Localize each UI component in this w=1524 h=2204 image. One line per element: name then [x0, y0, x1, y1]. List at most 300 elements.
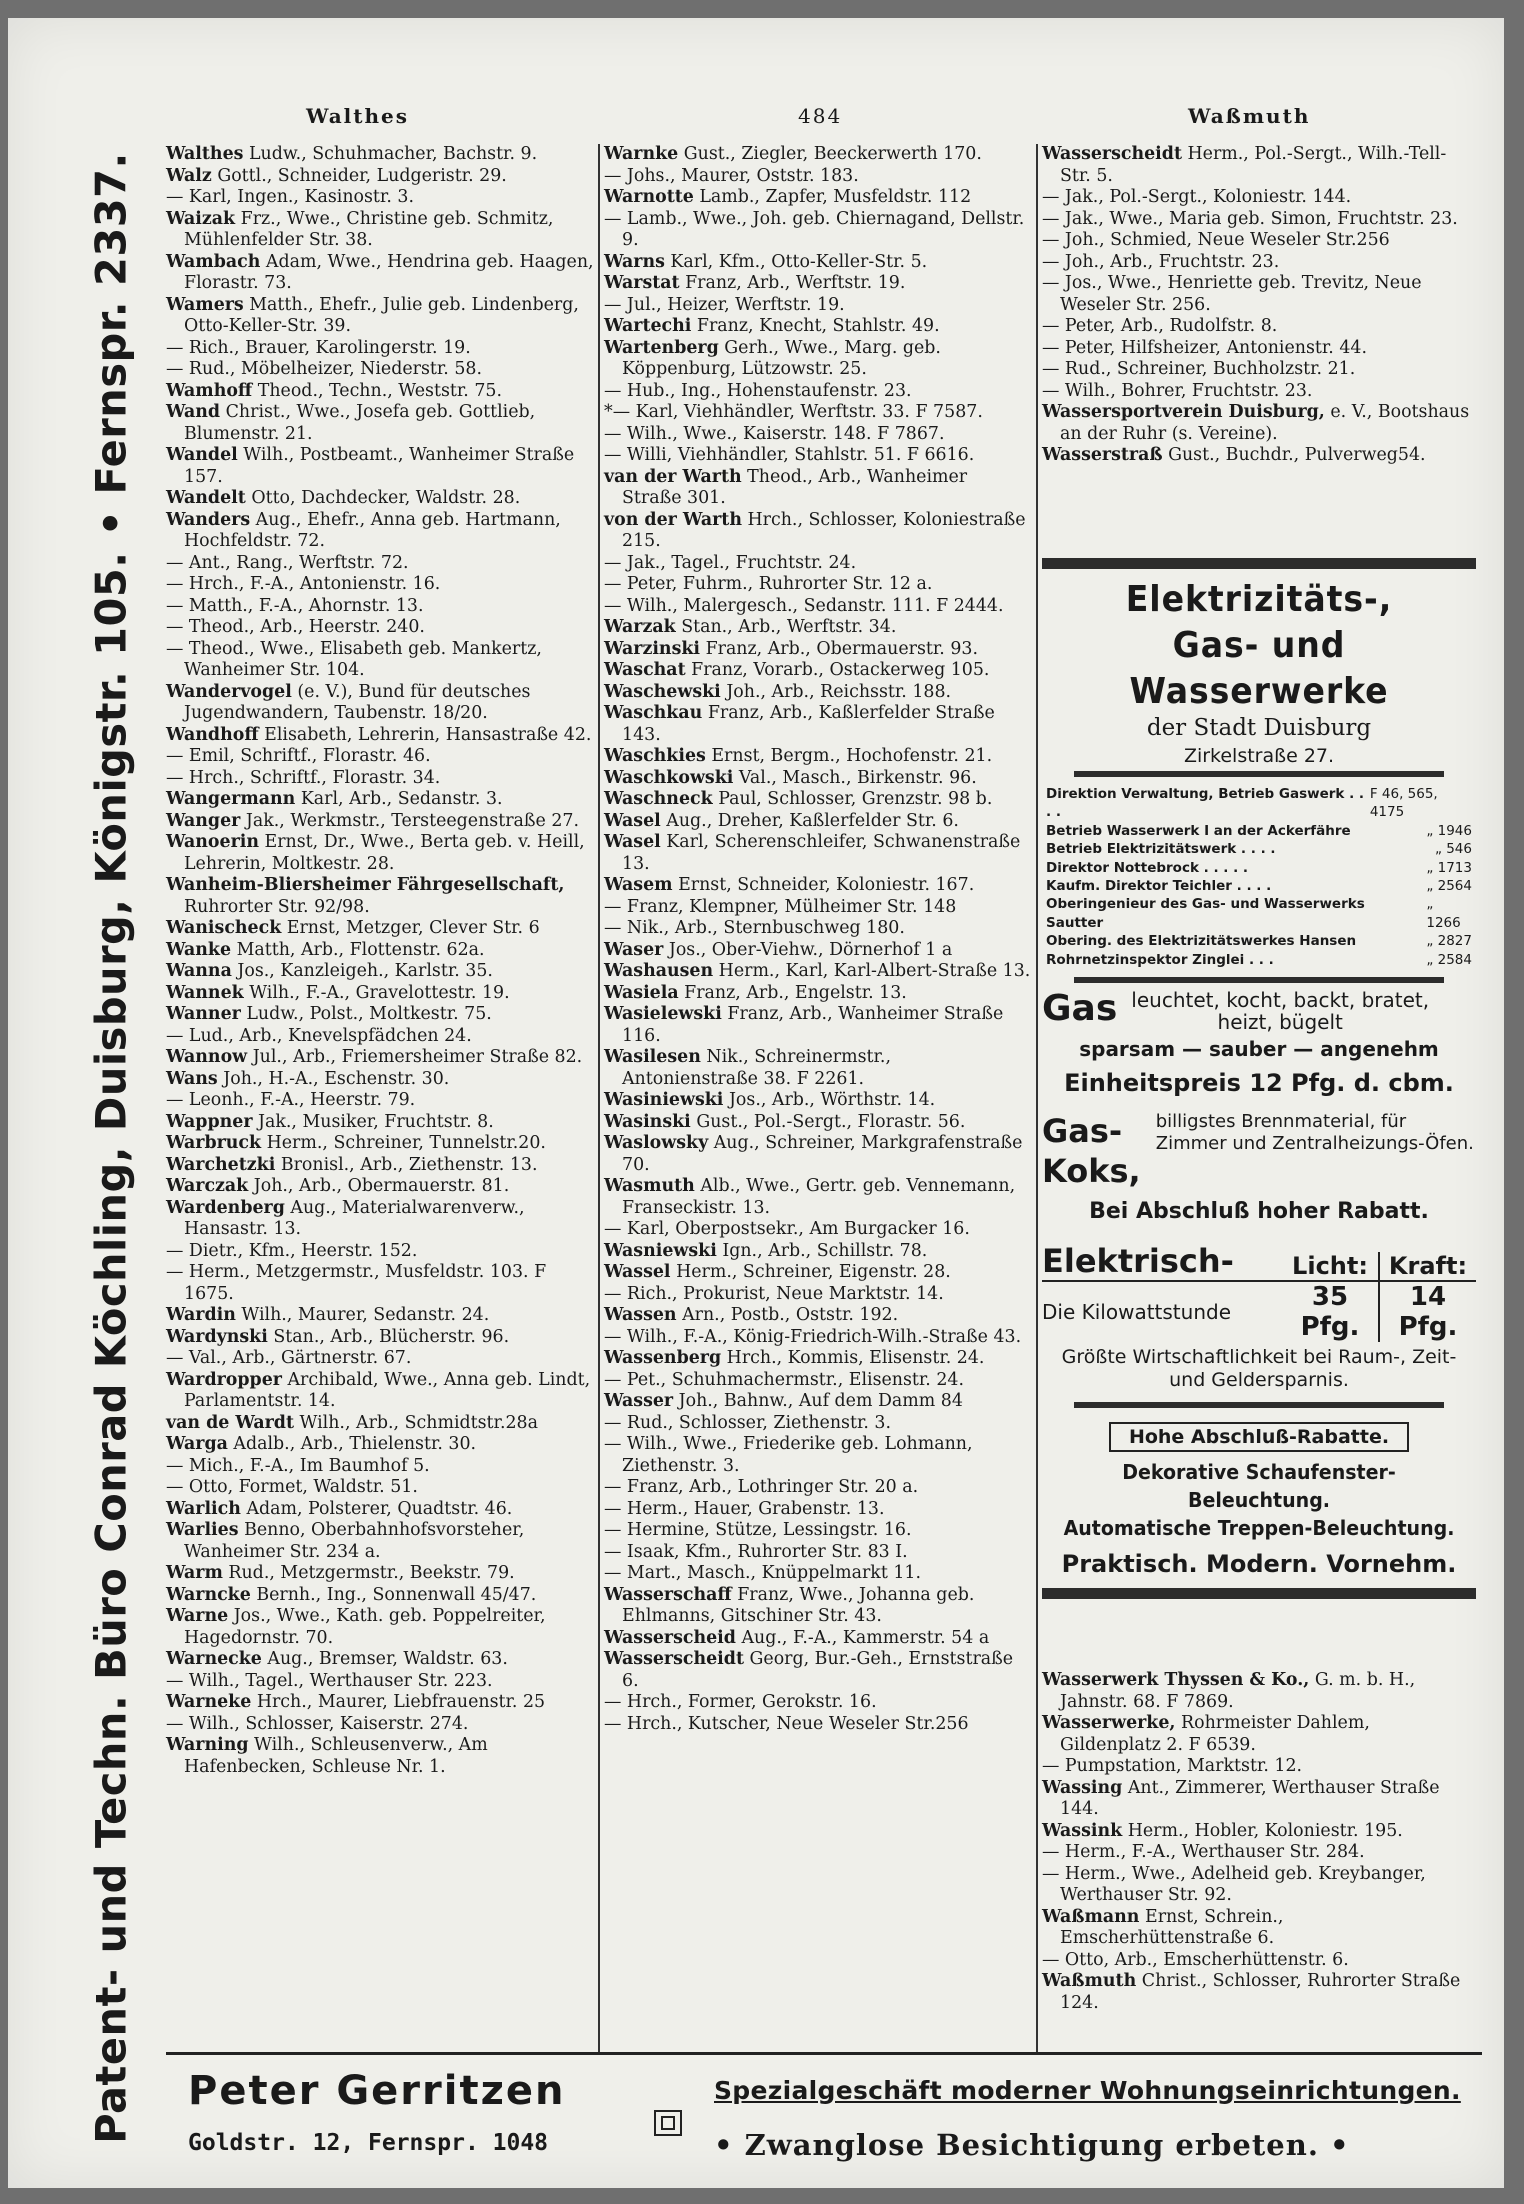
- column-divider: [1036, 144, 1038, 2052]
- directory-entry: [1042, 273, 1476, 316]
- entry-details: — Ant., Rang., Werftstr. 72.: [166, 552, 409, 573]
- directory-entry: [166, 1477, 594, 1499]
- directory-entry: [166, 1692, 594, 1714]
- directory-entry: [166, 1133, 594, 1155]
- directory-entry: [166, 768, 594, 790]
- entry-details: — Wilh., Wwe., Kaiserstr. 148. F 7867.: [604, 423, 945, 444]
- directory-entry: [166, 1262, 594, 1305]
- kwh-label: Die Kilowattstunde: [1042, 1300, 1231, 1325]
- entry-surname: Wasserstraß: [1042, 445, 1163, 465]
- entry-details: Karl, Kfm., Otto-Keller-Str. 5.: [670, 251, 928, 272]
- directory-entry: [604, 424, 1032, 446]
- entry-details: — Rud., Schlosser, Ziethenstr. 3.: [604, 1412, 891, 1433]
- entry-surname: Warga: [166, 1434, 228, 1454]
- entry-details: Joh., H.-A., Eschenstr. 30.: [223, 1068, 450, 1089]
- entry-details: Paul, Schlosser, Grenzstr. 98 b.: [718, 789, 993, 809]
- directory-entry: [604, 1262, 1032, 1284]
- entry-details: — Dietr., Kfm., Heerstr. 152.: [166, 1240, 418, 1261]
- directory-entry: [1042, 1950, 1476, 1972]
- directory-entry: [1042, 1842, 1476, 1864]
- entry-details: Theod., Techn., Weststr. 75.: [257, 380, 502, 401]
- directory-entry: [604, 1348, 1032, 1370]
- entry-details: Wilh., Postbeamt., Wanheimer Straße 157.: [184, 445, 575, 487]
- gas-line-2: heizt, bügelt: [1217, 1010, 1343, 1035]
- entry-details: Ludw., Polst., Moltkestr. 75.: [246, 1004, 492, 1024]
- entry-details: — Franz, Arb., Lothringer Str. 20 a.: [604, 1477, 919, 1497]
- directory-entry: [604, 1434, 1032, 1477]
- directory-entry: [604, 1477, 1032, 1499]
- entry-details: Nik., Schreinermstr., Antonienstraße 38. F 2261.: [622, 1047, 891, 1089]
- entry-details: Adam, Wwe., Hendrina geb. Haagen, Florastr. 73.: [184, 251, 594, 293]
- directory-entry: [1042, 209, 1476, 231]
- directory-entry: [166, 252, 594, 295]
- directory-entry: [604, 1112, 1032, 1134]
- entry-surname: Wasserschaff: [604, 1584, 732, 1605]
- entry-details: Wilh., F.-A., Gravelottestr. 19.: [249, 982, 510, 1003]
- phone-table: [1046, 785, 1472, 969]
- directory-entry: [604, 617, 1032, 639]
- directory-entry: [166, 553, 594, 575]
- entry-surname: Waßmuth: [1042, 1971, 1137, 1991]
- entry-details: — Willi, Viehhändler, Stahlstr. 51. F 6616.: [604, 445, 975, 465]
- entry-surname: Washausen: [604, 961, 714, 981]
- directory-entry: [166, 144, 594, 166]
- directory-entry: [166, 1090, 594, 1112]
- directory-entry: [1042, 316, 1476, 338]
- entry-surname: Wasel: [604, 832, 661, 852]
- directory-entry: [166, 789, 594, 811]
- entry-surname: Wasserscheidt: [604, 1649, 744, 1669]
- entry-details: Herm., Karl, Karl-Albert-Straße 13.: [718, 961, 1031, 981]
- directory-entry: [604, 596, 1032, 618]
- directory-entry: [166, 1671, 594, 1693]
- entry-surname: Waschkies: [604, 746, 706, 766]
- entry-surname: Waßmann: [1042, 1906, 1140, 1927]
- directory-entry: [1042, 381, 1476, 403]
- entry-details: — Herm., Wwe., Adelheid geb. Kreybanger, Werthauser Str. 92.: [1042, 1863, 1426, 1905]
- directory-entry: [604, 1370, 1032, 1392]
- divider-bar: [1074, 977, 1444, 983]
- entry-details: — Nik., Arb., Sternbuschweg 180.: [604, 918, 905, 938]
- directory-entry: [1042, 1864, 1476, 1907]
- directory-entry: [1042, 1778, 1476, 1821]
- entry-details: Jos., Arb., Wörthstr. 14.: [728, 1090, 936, 1110]
- directory-entry: [604, 639, 1032, 661]
- directory-entry: [166, 746, 594, 768]
- entry-details: Jos., Wwe., Kath. geb. Poppelreiter, Hagedornstr. 70.: [184, 1606, 546, 1648]
- directory-entry: [604, 1176, 1032, 1219]
- directory-entry: [604, 811, 1032, 833]
- directory-entry: [604, 1585, 1032, 1628]
- licht-price: 35 Pfg.: [1282, 1282, 1380, 1342]
- entry-surname: Waschkowski: [604, 767, 734, 788]
- entry-surname: Wasilesen: [604, 1047, 701, 1067]
- entry-details: Bronisl., Arb., Ziethenstr. 13.: [280, 1154, 538, 1175]
- entry-details: Ludw., Schuhmacher, Bachstr. 9.: [248, 144, 538, 164]
- directory-entry: [604, 381, 1032, 403]
- entry-surname: Wanischeck: [166, 918, 282, 938]
- directory-entry: [604, 467, 1032, 510]
- directory-entry: [166, 1413, 594, 1435]
- directory-entry: [1042, 187, 1476, 209]
- rabatt-box: Hohe Abschluß-Rabatte.: [1109, 1422, 1409, 1452]
- directory-entry: [166, 1456, 594, 1478]
- entry-details: Ant., Zimmerer, Werthauser Straße 144.: [1060, 1777, 1440, 1819]
- entry-details: — Hub., Ing., Hohenstaufenstr. 23.: [604, 380, 912, 401]
- directory-entry: [604, 1520, 1032, 1542]
- entry-surname: Wamers: [166, 294, 244, 315]
- entry-details: — Joh., Schmied, Neue Weseler Str.256: [1042, 230, 1390, 250]
- directory-entry: [166, 1499, 594, 1521]
- directory-entry: [604, 1133, 1032, 1176]
- entry-surname: Warncke: [166, 1584, 251, 1605]
- directory-entry: [166, 1069, 594, 1091]
- entry-details: Herm., Schreiner, Eigenstr. 28.: [676, 1262, 951, 1282]
- directory-entry: [604, 1542, 1032, 1564]
- directory-column-2: [604, 144, 1032, 1735]
- elek-text: Größte Wirtschaftlichkeit bei Raum-, Zeit- und Geldersparnis.: [1061, 1346, 1457, 1392]
- entry-details: — Johs., Maurer, Oststr. 183.: [604, 165, 859, 186]
- entry-surname: Warlich: [166, 1498, 241, 1519]
- entry-details: Wilh., Schleusenverw., Am Hafenbecken, Schleuse Nr. 1.: [184, 1735, 488, 1777]
- entry-details: — Peter, Fuhrm., Ruhrorter Str. 12 a.: [604, 574, 933, 594]
- directory-entry: [604, 252, 1032, 274]
- directory-column-3-top: [1042, 144, 1476, 467]
- kraft-label: Kraft:: [1380, 1252, 1476, 1282]
- directory-entry: [1042, 252, 1476, 274]
- page-number: 484: [798, 104, 843, 128]
- koks-word: Gas-Koks,: [1042, 1112, 1141, 1191]
- directory-entry: [604, 832, 1032, 875]
- entry-surname: Wasser: [604, 1391, 674, 1411]
- directory-entry: [166, 1370, 594, 1413]
- directory-entry: [604, 1090, 1032, 1112]
- entry-surname: van der Warth: [604, 466, 742, 487]
- entry-surname: Wassel: [604, 1262, 671, 1282]
- entry-details: Gust., Ziegler, Beeckerwerth 170.: [683, 144, 982, 164]
- directory-entry: [166, 1241, 594, 1263]
- entry-surname: Wassenberg: [604, 1348, 722, 1368]
- entry-details: Rud., Metzgermstr., Beekstr. 79.: [228, 1563, 515, 1583]
- directory-entry: [166, 1563, 594, 1585]
- directory-entry: [604, 789, 1032, 811]
- entry-details: — Wilh., Tagel., Werthauser Str. 223.: [166, 1670, 493, 1691]
- entry-surname: Wandel: [166, 445, 238, 465]
- entry-surname: Wanger: [166, 810, 241, 831]
- deco-line-2: Automatische Treppen-Beleuchtung.: [1063, 1516, 1455, 1541]
- entry-surname: Wardynski: [166, 1326, 268, 1347]
- gas-line-1: leuchtet, kocht, backt, bratet,: [1131, 988, 1430, 1013]
- entry-details: Alb., Wwe., Gertr. geb. Vennemann, Franseckistr. 13.: [622, 1176, 1016, 1218]
- entry-details: Wilh., Maurer, Sedanstr. 24.: [241, 1305, 490, 1325]
- entry-details: — Otto, Arb., Emscherhüttenstr. 6.: [1042, 1949, 1349, 1970]
- entry-details: Val., Masch., Birkenstr. 96.: [738, 767, 977, 788]
- entry-surname: Wasserwerke,: [1042, 1713, 1176, 1733]
- directory-entry: [166, 1198, 594, 1241]
- directory-entry: [604, 144, 1032, 166]
- kwh-row: [1042, 1282, 1476, 1342]
- entry-details: G. m. b. H., Jahnstr. 68. F 7869.: [1060, 1670, 1416, 1712]
- entry-details: Franz, Arb., Obermauerstr. 93.: [705, 638, 979, 659]
- directory-entry: [166, 682, 594, 725]
- directory-entry: [166, 1649, 594, 1671]
- entry-surname: Wappner: [166, 1111, 253, 1132]
- entry-surname: Wanders: [166, 509, 251, 530]
- gas-price: Einheitspreis 12 Pfg. d. cbm.: [1064, 1069, 1454, 1098]
- header-left-keyword: Walthes: [306, 104, 410, 128]
- entry-surname: Wartenberg: [604, 337, 719, 358]
- directory-entry: [604, 983, 1032, 1005]
- entry-details: Frz., Wwe., Christine geb. Schmitz, Mühlenfelder Str. 38.: [184, 208, 554, 250]
- entry-surname: Warczak: [166, 1176, 249, 1196]
- entry-details: — Karl, Ingen., Kasinostr. 3.: [166, 187, 414, 207]
- directory-entry: [604, 273, 1032, 295]
- directory-entry: [166, 725, 594, 747]
- entry-surname: Wardin: [166, 1305, 236, 1325]
- advertiser-slogan-1: Spezialgeschäft moderner Wohnungseinrichtungen.: [714, 2076, 1461, 2105]
- entry-details: Hrch., Maurer, Liebfrauenstr. 25: [256, 1692, 546, 1712]
- directory-entry: [604, 682, 1032, 704]
- directory-entry: [604, 1241, 1032, 1263]
- entry-details: — Peter, Arb., Rudolfstr. 8.: [1042, 316, 1278, 336]
- entry-details: Georg, Bur.-Geh., Ernststraße 6.: [622, 1649, 1014, 1691]
- entry-surname: Warnke: [604, 144, 679, 164]
- directory-entry: [604, 445, 1032, 467]
- directory-entry: [1042, 402, 1476, 445]
- bottom-rule: [166, 2052, 1482, 2055]
- entry-details: Aug., F.-A., Kammerstr. 54 a: [741, 1627, 990, 1648]
- entry-surname: Wardropper: [166, 1369, 282, 1390]
- entry-details: Karl, Arb., Sedanstr. 3.: [300, 789, 503, 809]
- directory-entry: [166, 832, 594, 875]
- ad-title-2: Gas- und Wasserwerke: [1129, 625, 1389, 712]
- entry-details: Franz, Arb., Wanheimer Straße 116.: [622, 1004, 1004, 1046]
- entry-surname: Wanke: [166, 939, 232, 960]
- entry-details: — Franz, Klempner, Mülheimer Str. 148: [604, 896, 957, 917]
- directory-entry: [604, 1219, 1032, 1241]
- entry-surname: Wambach: [166, 251, 261, 272]
- entry-details: Herm., Schreiner, Tunnelstr.20.: [266, 1133, 546, 1153]
- entry-surname: Warns: [604, 251, 665, 272]
- entry-details: Jak., Werkmstr., Tersteegenstraße 27.: [245, 810, 579, 831]
- entry-details: — Isaak, Kfm., Ruhrorter Str. 83 I.: [604, 1541, 908, 1562]
- entry-surname: Warstat: [604, 273, 680, 293]
- entry-details: (e. V.), Bund für deutsches Jugendwandern, Taubenstr. 18/20.: [184, 681, 531, 723]
- entry-details: Herm., Pol.-Sergt., Wilh.-Tell-Str. 5.: [1060, 144, 1447, 186]
- entry-surname: Wand: [166, 402, 221, 422]
- utility-advertisement: [1042, 558, 1476, 1620]
- directory-entry: [604, 402, 1032, 424]
- directory-entry: [1042, 1713, 1476, 1756]
- directory-entry: [1042, 144, 1476, 187]
- entry-surname: Waslowsky: [604, 1133, 709, 1153]
- entry-details: — Jak., Pol.-Sergt., Koloniestr. 144.: [1042, 187, 1352, 207]
- entry-details: — Jak., Wwe., Maria geb. Simon, Fruchtstr. 23.: [1042, 208, 1458, 229]
- entry-details: — Herm., Hauer, Grabenstr. 13.: [604, 1498, 885, 1519]
- advertiser-slogan-2: • Zwanglose Besichtigung erbeten. •: [714, 2128, 1350, 2162]
- entry-surname: Warchetzki: [166, 1154, 276, 1175]
- entry-details: — Jak., Tagel., Fruchtstr. 24.: [604, 552, 857, 573]
- directory-entry: [166, 617, 594, 639]
- entry-surname: Wasserscheid: [604, 1627, 736, 1648]
- entry-details: — Emil, Schriftf., Florastr. 46.: [166, 746, 431, 766]
- phone-row: Betrieb Elektrizitätswerk . . . . „ 546: [1046, 841, 1472, 858]
- directory-entry: [166, 1327, 594, 1349]
- directory-entry: [166, 961, 594, 983]
- entry-surname: Waser: [604, 939, 664, 960]
- directory-entry: [166, 338, 594, 360]
- directory-entry: [604, 940, 1032, 962]
- directory-entry: [604, 1649, 1032, 1692]
- directory-entry: [166, 1348, 594, 1370]
- directory-entry: [166, 875, 594, 918]
- entry-details: — Wilh., Schlosser, Kaiserstr. 274.: [166, 1713, 469, 1734]
- entry-surname: Wardenberg: [166, 1197, 285, 1218]
- entry-details: — Hermine, Stütze, Lessingstr. 16.: [604, 1520, 912, 1540]
- koks-rabatt: Bei Abschluß hoher Rabatt.: [1089, 1199, 1429, 1225]
- entry-details: — Karl, Oberpostsekr., Am Burgacker 16.: [604, 1219, 970, 1239]
- entry-surname: Wasem: [604, 875, 673, 895]
- ad-title-1: Elektrizitäts-,: [1125, 579, 1393, 620]
- entry-surname: Waschkau: [604, 703, 703, 723]
- directory-entry: [604, 1305, 1032, 1327]
- directory-entry: [166, 187, 594, 209]
- entry-surname: Warne: [166, 1606, 229, 1626]
- directory-entry: [1042, 338, 1476, 360]
- directory-entry: [604, 1499, 1032, 1521]
- entry-surname: Wasel: [604, 810, 661, 831]
- entry-surname: Wasmuth: [604, 1176, 695, 1196]
- entry-details: Elisabeth, Lehrerin, Hansastraße 42.: [264, 724, 592, 745]
- directory-entry: [166, 1520, 594, 1563]
- entry-details: — Lamb., Wwe., Joh. geb. Chiernagand, Dellstr. 9.: [604, 208, 1025, 250]
- directory-entry: [604, 1692, 1032, 1714]
- divider-bar: [1042, 558, 1476, 569]
- entry-details: — Hrch., Kutscher, Neue Weseler Str.256: [604, 1713, 969, 1734]
- entry-details: Hrch., Kommis, Elisenstr. 24.: [726, 1348, 985, 1368]
- phone-row: Betrieb Wasserwerk I an der Ackerfähre „ 1946: [1046, 822, 1472, 839]
- entry-surname: Waschat: [604, 660, 686, 680]
- entry-details: — Rich., Prokurist, Neue Marktstr. 14.: [604, 1283, 944, 1304]
- directory-entry: [166, 402, 594, 445]
- directory-column-3-bottom: [1042, 1670, 1476, 2014]
- koks-text: billigstes Brennmaterial, für Zimmer und Zentralheizungs-Öfen.: [1155, 1111, 1474, 1155]
- entry-details: Matth., Ehefr., Julie geb. Lindenberg, Otto-Keller-Str. 39.: [184, 294, 579, 336]
- entry-details: — Hrch., Schriftf., Florastr. 34.: [166, 767, 441, 788]
- directory-entry: [166, 940, 594, 962]
- directory-entry: [166, 510, 594, 553]
- entry-surname: Wanner: [166, 1004, 241, 1024]
- directory-entry: [604, 553, 1032, 575]
- entry-details: Ernst, Metzger, Clever Str. 6: [286, 918, 540, 938]
- directory-entry: [166, 574, 594, 596]
- directory-entry: [604, 768, 1032, 790]
- entry-details: — Mart., Masch., Knüppelmarkt 11.: [604, 1563, 921, 1583]
- entry-details: — Wilh., Wwe., Friederike geb. Lohmann, Ziethenstr. 3.: [604, 1434, 973, 1476]
- directory-entry: [166, 1585, 594, 1607]
- entry-surname: Wandervogel: [166, 681, 292, 702]
- entry-surname: Warbruck: [166, 1133, 262, 1153]
- directory-entry: [604, 187, 1032, 209]
- entry-surname: Wasserwerk Thyssen & Ko.,: [1042, 1670, 1310, 1690]
- entry-details: Aug., Ehefr., Anna geb. Hartmann, Hochfeldstr. 72.: [184, 509, 561, 551]
- directory-entry: [1042, 1821, 1476, 1843]
- entry-details: Herm., Hobler, Koloniestr. 195.: [1127, 1820, 1403, 1841]
- entry-details: Christ., Schlosser, Ruhrorter Straße 124.: [1060, 1971, 1461, 2013]
- directory-entry: [604, 1628, 1032, 1650]
- directory-entry: [166, 639, 594, 682]
- directory-entry: [166, 359, 594, 381]
- gas-block: [1042, 989, 1476, 1033]
- entry-details: — Rud., Möbelheizer, Niederstr. 58.: [166, 359, 482, 379]
- advertiser-name: Peter Gerritzen: [188, 2068, 566, 2114]
- directory-entry: [604, 510, 1032, 553]
- entry-details: — Wilh., Malergesch., Sedanstr. 111. F 2444.: [604, 595, 1004, 616]
- entry-details: Aug., Bremser, Waldstr. 63.: [267, 1649, 508, 1669]
- licht-label: Licht:: [1282, 1252, 1380, 1282]
- entry-details: — Leonh., F.-A., Heerstr. 79.: [166, 1090, 416, 1110]
- entry-surname: Waizak: [166, 208, 236, 229]
- entry-details: Lamb., Zapfer, Musfeldstr. 112: [699, 187, 972, 207]
- entry-details: — Matth., F.-A., Ahornstr. 13.: [166, 595, 424, 616]
- directory-entry: [1042, 445, 1476, 467]
- directory-entry: [1042, 230, 1476, 252]
- directory-entry: [166, 381, 594, 403]
- elek-word: Elektrisch-: [1042, 1242, 1282, 1282]
- entry-surname: Warneke: [166, 1692, 252, 1712]
- entry-surname: Wasiela: [604, 982, 679, 1003]
- entry-details: — Herm., F.-A., Werthauser Str. 284.: [1042, 1842, 1365, 1862]
- entry-details: *— Karl, Viehhändler, Werftstr. 33. F 7587.: [604, 402, 983, 422]
- entry-surname: Wanoerin: [166, 832, 260, 852]
- phone-row: Kaufm. Direktor Teichler . . . . „ 2564: [1046, 878, 1472, 895]
- entry-details: Christ., Wwe., Josefa geb. Gottlieb, Blumenstr. 21.: [184, 402, 536, 444]
- directory-entry: [1042, 359, 1476, 381]
- directory-entry: [1042, 1971, 1476, 2014]
- directory-entry: [166, 488, 594, 510]
- directory-entry: [604, 918, 1032, 940]
- directory-entry: [166, 1434, 594, 1456]
- entry-details: Aug., Materialwarenverw., Hansastr. 13.: [184, 1197, 525, 1239]
- entry-surname: Warzinski: [604, 638, 701, 659]
- divider-bar: [1074, 771, 1444, 777]
- directory-entry: [166, 811, 594, 833]
- phone-row: Direktor Nottebrock . . . . . „ 1713: [1046, 859, 1472, 876]
- column-divider: [598, 144, 600, 2052]
- directory-entry: [604, 1563, 1032, 1585]
- directory-entry: [166, 1112, 594, 1134]
- entry-details: Joh., Bahnw., Auf dem Damm 84: [678, 1391, 963, 1411]
- entry-details: Jos., Kanzleigeh., Karlstr. 35.: [237, 961, 493, 981]
- entry-surname: von der Warth: [604, 509, 742, 530]
- entry-details: Gottl., Schneider, Ludgeristr. 29.: [217, 165, 507, 186]
- entry-surname: Warnecke: [166, 1649, 262, 1669]
- entry-details: Ruhrorter Str. 92/98.: [184, 896, 370, 917]
- entry-details: — Herm., Metzgermstr., Musfeldstr. 103. F 1675.: [166, 1262, 547, 1304]
- entry-surname: Wans: [166, 1068, 218, 1089]
- entry-surname: Waschewski: [604, 681, 721, 702]
- directory-entry: [166, 209, 594, 252]
- entry-surname: Wasniewski: [604, 1240, 717, 1261]
- directory-entry: [1042, 1670, 1476, 1713]
- entry-details: Stan., Arb., Werftstr. 34.: [681, 617, 897, 637]
- entry-details: — Rich., Brauer, Karolingerstr. 19.: [166, 337, 471, 358]
- entry-details: Gust., Buchdr., Pulverweg54.: [1168, 445, 1426, 465]
- entry-details: Arn., Postb., Oststr. 192.: [682, 1305, 899, 1325]
- entry-details: — Peter, Hilfsheizer, Antonienstr. 44.: [1042, 337, 1367, 358]
- entry-surname: Wanheim-Bliersheimer Fährgesellschaft,: [166, 875, 565, 895]
- entry-details: Benno, Oberbahnhofsvorsteher, Wanheimer Str. 234 a.: [184, 1520, 525, 1562]
